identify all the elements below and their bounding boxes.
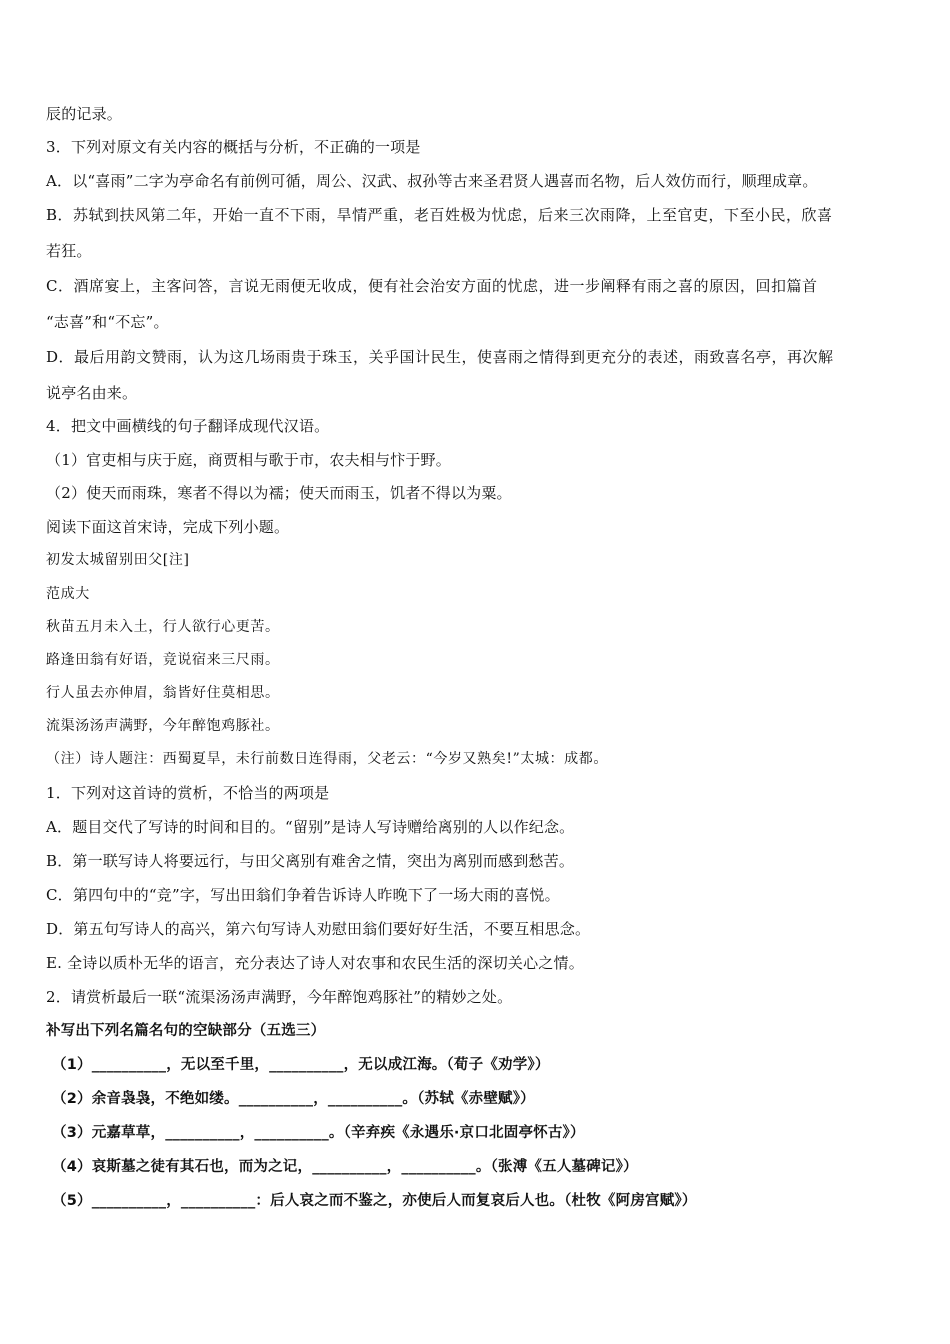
question-3-option-b: B．苏轼到扶风第二年，开始一直不下雨，旱情严重，老百姓极为忧虑，后来三次雨降，上至官吏，下至小民，欣喜 (46, 206, 833, 224)
question-4-sentence-1: （1）官吏相与庆于庭，商贾相与歌于市，农夫相与忭于野。 (46, 451, 451, 469)
question-3-option-a: A．以“喜雨”二字为亭命名有前例可循，周公、汉武、叔孙等古来圣君贤人遇喜而名物，后人效仿而行，顺理成章。 (46, 172, 818, 190)
question-3-option-d-cont: 说亭名由来。 (46, 384, 138, 402)
poem-question-1-option-e: E. 全诗以质朴无华的语言，充分表达了诗人对农事和农民生活的深切关心之情。 (46, 954, 584, 972)
question-3-option-c-cont: “志喜”和“不忘”。 (46, 313, 169, 331)
text-line-continuation: 辰的记录。 (46, 105, 123, 123)
question-3-option-b-cont: 若狂。 (46, 242, 92, 260)
poem-line-2: 路逢田翁有好语，竞说宿来三尺雨。 (46, 652, 280, 668)
poem-question-2-stem: 2．请赏析最后一联“流渠汤汤声满野，今年醉饱鸡豚社”的精妙之处。 (46, 988, 513, 1006)
fill-in-item-2: （2）余音袅袅，不绝如缕。__________，__________。（苏轼《赤壁赋》） (52, 1091, 535, 1107)
poem-question-1-option-b: B．第一联写诗人将要远行，与田父离别有难舍之情，突出为离别而感到愁苦。 (46, 852, 575, 870)
poem-instruction: 阅读下面这首宋诗，完成下列小题。 (46, 518, 290, 536)
question-4-sentence-2: （2）使天而雨珠，寒者不得以为襦；使天而雨玉，饥者不得以为粟。 (46, 484, 512, 502)
fill-in-heading: 补写出下列名篇名句的空缺部分（五选三） (46, 1023, 326, 1039)
poem-note: （注）诗人题注：西蜀夏旱，未行前数日连得雨，父老云：“今岁又熟矣!”太城：成都。 (46, 751, 608, 767)
question-3-stem: 3．下列对原文有关内容的概括与分析，不正确的一项是 (46, 138, 421, 156)
poem-question-1-option-c: C．第四句中的“竞”字，写出田翁们争着告诉诗人昨晚下了一场大雨的喜悦。 (46, 886, 560, 904)
fill-in-item-3: （3）元嘉草草，__________，__________。（辛弃疾《永遇乐·京口北固亭怀古》） (52, 1125, 585, 1141)
fill-in-item-1: （1）__________，无以至千里，__________，无以成江海。（荀子《劝学》） (52, 1057, 550, 1073)
fill-in-item-5: （5）__________，__________：后人哀之而不鉴之，亦使后人而复哀后人也。（杜牧《阿房宫赋》） (52, 1193, 697, 1209)
poem-line-4: 流渠汤汤声满野，今年醉饱鸡豚社。 (46, 718, 280, 734)
fill-in-item-4: （4）哀斯墓之徒有其石也，而为之记，__________，__________。（张溥《五人墓碑记》） (52, 1159, 638, 1175)
question-4-stem: 4．把文中画横线的句子翻译成现代汉语。 (46, 417, 330, 435)
poem-question-1-option-a: A．题目交代了写诗的时间和目的。“留别”是诗人写诗赠给离别的人以作纪念。 (46, 818, 575, 836)
question-3-option-d: D．最后用韵文赞雨，认为这几场雨贵于珠玉，关乎国计民生，使喜雨之情得到更充分的表述，雨致喜名亭，再次解 (46, 348, 834, 366)
poem-line-3: 行人虽去亦伸眉，翁皆好住莫相思。 (46, 685, 280, 701)
poem-title: 初发太城留别田父[注] (46, 552, 190, 568)
poem-question-1-stem: 1．下列对这首诗的赏析，不恰当的两项是 (46, 784, 330, 802)
poem-question-1-option-d: D．第五句写诗人的高兴，第六句写诗人劝慰田翁们要好好生活，不要互相思念。 (46, 920, 591, 938)
question-3-option-c: C．酒席宴上，主客问答，言说无雨便无收成，便有社会治安方面的忧虑，进一步阐释有雨之喜的原因，回扣篇首 (46, 277, 818, 295)
poem-author: 范成大 (46, 586, 90, 602)
poem-line-1: 秋苗五月未入土，行人欲行心更苦。 (46, 619, 280, 635)
